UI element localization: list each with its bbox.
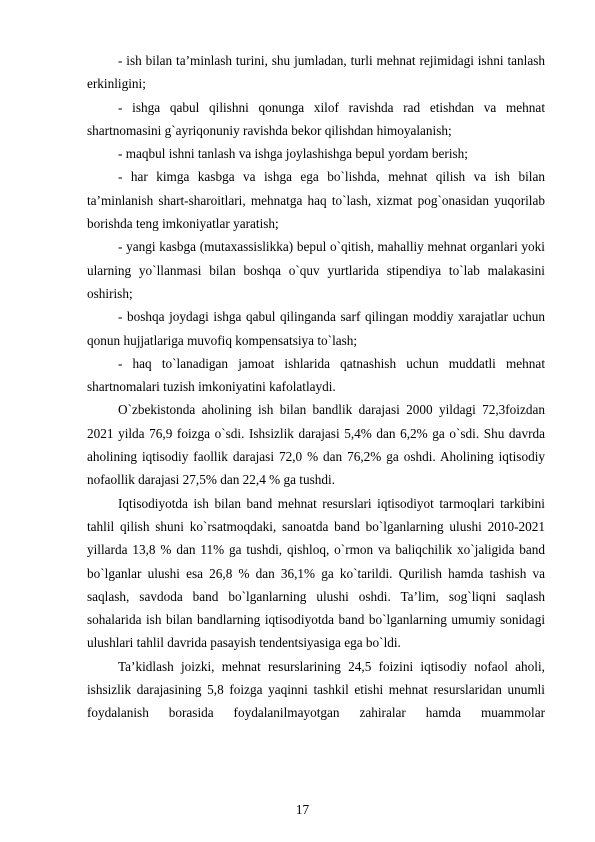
- paragraph-6: - boshqa joydagi ishga qabul qilinganda sarf qilingan moddiy xarajatlar uchun qonun hujjatlariga muvofiq kompensatsiya to`lash;: [87, 309, 545, 348]
- paragraph-2: - ishga qabul qilishni qonunga xilof ravishda rad etishdan va mehnat shartnomasini g`ayriqonuniy ravishda bekor qilishdan himoyalanish;: [87, 99, 545, 138]
- page-number: 17: [295, 802, 310, 817]
- paragraph-5: - yangi kasbga (mutaxassislikka) bepul o`qitish, mahalliy mehnat organlari yoki ularning yo`llanmasi bilan boshqa o`quv yurtlarida stipendiya to`lab malakasini oshirish;: [87, 239, 545, 301]
- paragraph-10: Ta’kidlash joizki, mehnat resurslarining 24,5 foizini iqtisodiy nofaol aholi, ishsizlik darajasining 5,8 foizga yaqinni tashkil etishi mehnat resurslaridan unumli foydalanish borasida foydalanilmayotgan zahiralar hamda muammolar: [87, 658, 545, 721]
- paragraph-8: O`zbekistonda aholining ish bilan bandlik darajasi 2000 yildagi 72,3foizdan 2021 yilda 76,9 foizga o`sdi. Ishsizlik darajasi 5,4% dan 6,2% ga o`sdi. Shu davrda aholining iqtisodiy faollik darajasi 72,0 % dan 76,2% ga oshdi. Aholining iqtisodiy nofaollik darajasi 27,5% dan 22,4 % ga tushdi.: [87, 402, 545, 488]
- paragraph-4: - har kimga kasbga va ishga ega bo`lishda, mehnat qilish va ish bilan ta’minlanish shart-sharoitlari, mehnatga haq to`lash, xizmat pog`onasidan yuqorilab borishda teng imkoniyatlar yaratish;: [87, 169, 545, 232]
- paragraph-1: - ish bilan ta’minlash turini, shu jumladan, turli mehnat rejimidagi ishni tanlash erkinligini;: [87, 53, 545, 92]
- paragraph-3: - maqbul ishni tanlash va ishga joylashishga bepul yordam berish;: [118, 146, 468, 162]
- paragraph-7: - haq to`lanadigan jamoat ishlarida qatnashish uchun muddatli mehnat shartnomalari tuzish imkoniyatini kafolatlaydi.: [87, 355, 545, 395]
- paragraph-9: Iqtisodiyotda ish bilan band mehnat resurslari iqtisodiyot tarmoqlari tarkibini tahlil qilish shuni ko`rsatmoqdaki, sanoatda band bo`lganlarning ulushi 2010-2021 yillarda 13,8 % dan 11% ga tushdi, qishloq, o`rmon va baliqchilik xo`jaligida band bo`lganlar ulushi esa 26,8 % dan 36,1% ga ko`tarildi. Qurilish hamda tashish va saqlash, savdoda band bo`lganlarning ulushi oshdi. Ta’lim, sog`liqni saqlash sohalarida ish bilan bandlarning iqtisodiyotda band bo`lganlarning umumiy sonidagi ulushlari tahlil davrida pasayish tendentsiyasiga ega bo`ldi.: [87, 495, 545, 651]
- document-body: [87, 49, 545, 725]
